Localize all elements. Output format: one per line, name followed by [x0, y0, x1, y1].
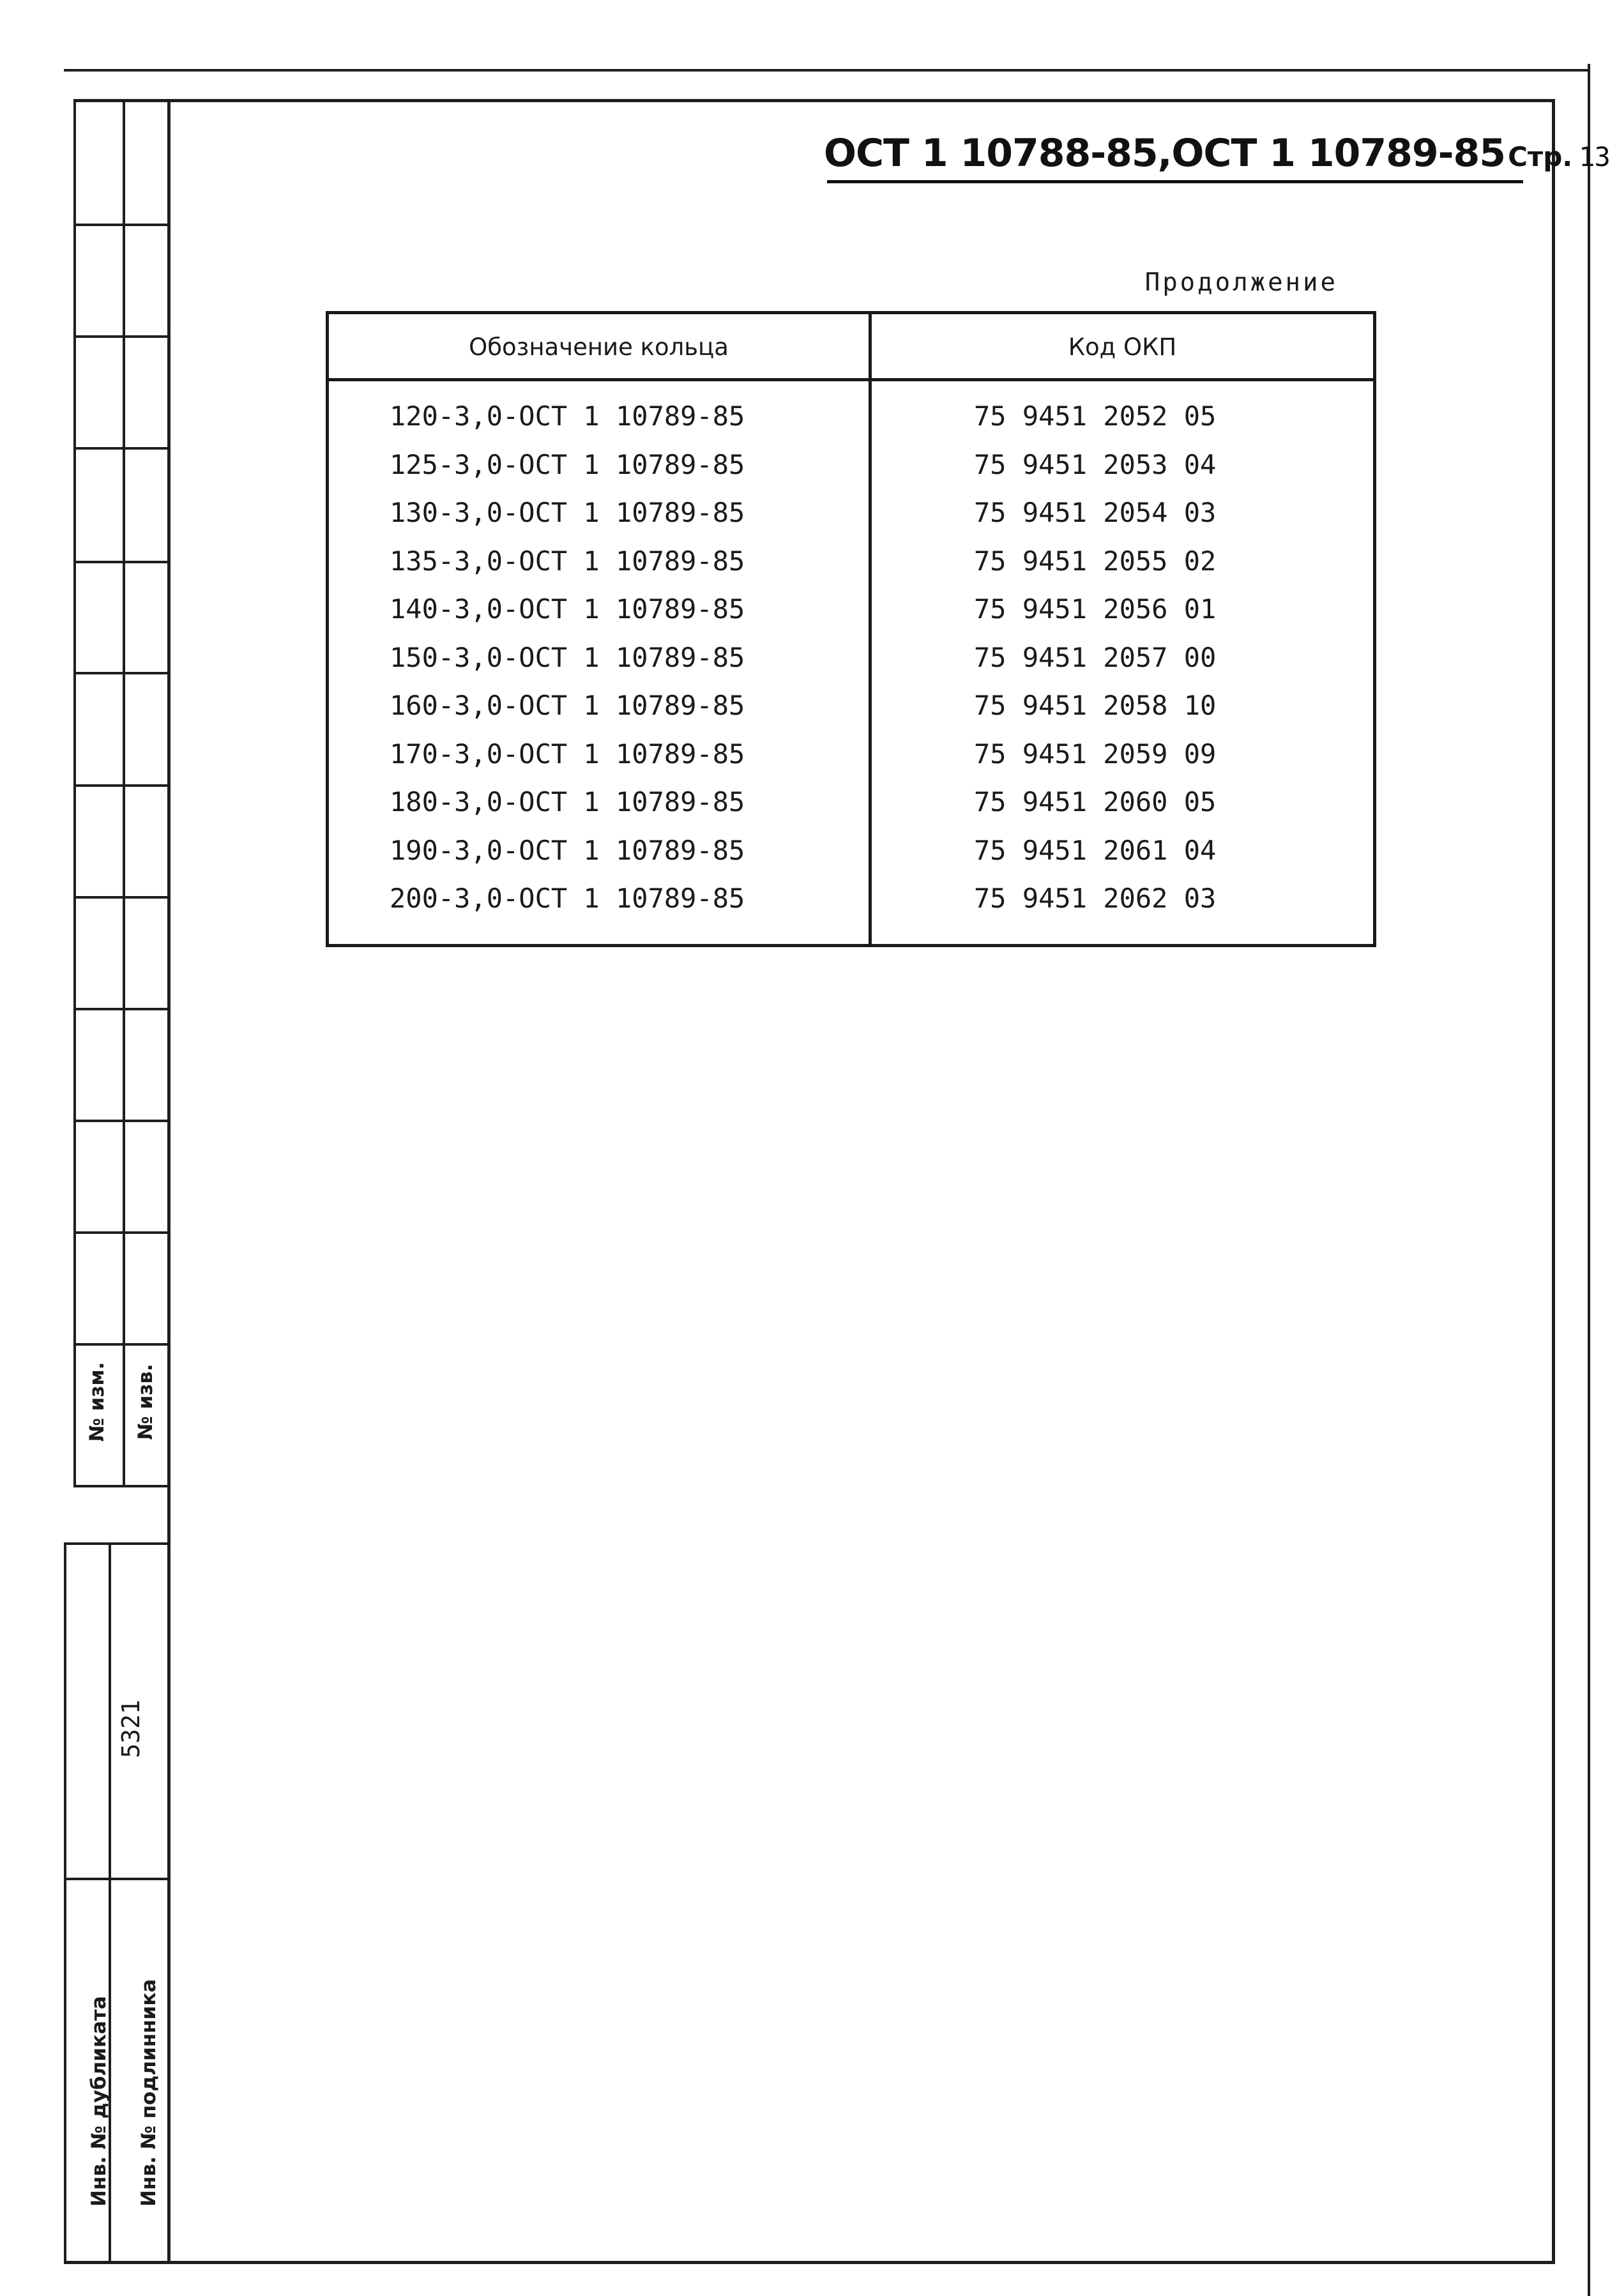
ring-designation: 130-3,0-ОСТ 1 10789-85: [390, 497, 745, 528]
original-inventory-label: Инв. № подлинника: [137, 1979, 160, 2207]
okp-code: 75 9451 2052 05: [974, 400, 1217, 432]
stamp-lower-top: [64, 1542, 169, 1545]
ring-designation: 180-3,0-ОСТ 1 10789-85: [390, 786, 745, 817]
document-number: ОСТ 1 10788-85,ОСТ 1 10789-85: [824, 131, 1506, 176]
header-underline: [827, 180, 1523, 183]
okp-code: 75 9451 2056 01: [974, 593, 1217, 625]
okp-code: 75 9451 2053 04: [974, 448, 1217, 480]
table-row: [329, 681, 1373, 730]
table-row: [329, 634, 1373, 682]
ring-designation: 170-3,0-ОСТ 1 10789-85: [390, 738, 745, 770]
okp-code: 75 9451 2061 04: [974, 834, 1217, 866]
page-number: 13: [1579, 141, 1610, 172]
table-row: [329, 874, 1373, 923]
ring-designation: 135-3,0-ОСТ 1 10789-85: [390, 545, 745, 577]
stamp-row-line: [73, 335, 169, 338]
ring-designation: 150-3,0-ОСТ 1 10789-85: [390, 641, 745, 673]
table-row: [329, 585, 1373, 634]
frame-top: [73, 99, 1555, 102]
stamp-row-line: [73, 1485, 169, 1487]
ring-designation: 160-3,0-ОСТ 1 10789-85: [390, 690, 745, 721]
ring-designation: 140-3,0-ОСТ 1 10789-85: [390, 593, 745, 625]
stamp-row-line: [73, 784, 169, 787]
column-header-okp-code: Код ОКП: [1068, 333, 1177, 361]
stamp-row-line: [73, 1120, 169, 1122]
original-inventory-value: 5321: [117, 1699, 145, 1758]
page-label: Стр.: [1508, 141, 1573, 172]
stamp-lower-left: [64, 1542, 66, 2264]
change-number-label: № изм.: [86, 1362, 109, 1442]
notice-number-label: № изв.: [134, 1364, 157, 1440]
duplicate-inventory-label: Инв. № дубликата: [87, 1996, 110, 2207]
stamp-row-line: [73, 1343, 169, 1346]
column-header-ring-designation: Обозначение кольца: [469, 333, 729, 361]
stamp-col-mid: [123, 99, 125, 1485]
stamp-row-line: [73, 1231, 169, 1234]
stamp-row-line: [73, 224, 169, 226]
okp-code: 75 9451 2059 09: [974, 738, 1217, 770]
ring-code-table: [326, 311, 1376, 947]
stamp-lower-row: [64, 1878, 169, 1880]
table-row: [329, 392, 1373, 441]
frame-right: [1552, 99, 1555, 2264]
okp-code: 75 9451 2060 05: [974, 786, 1217, 817]
table-row: [329, 730, 1373, 779]
stamp-row-line: [73, 447, 169, 450]
okp-code: 75 9451 2058 10: [974, 690, 1217, 721]
stamp-row-line: [73, 896, 169, 899]
top-edge-line: [64, 69, 1590, 72]
okp-code: 75 9451 2057 00: [974, 641, 1217, 673]
stamp-row-line: [73, 672, 169, 674]
table-row: [329, 489, 1373, 537]
table-row: [329, 441, 1373, 489]
ring-designation: 125-3,0-ОСТ 1 10789-85: [390, 448, 745, 480]
okp-code: 75 9451 2062 03: [974, 883, 1217, 914]
document-header: [824, 131, 1610, 176]
stamp-col-right: [167, 99, 171, 2264]
continuation-label: Продолжение: [1144, 268, 1338, 297]
okp-code: 75 9451 2055 02: [974, 545, 1217, 577]
table-body: [329, 392, 1373, 923]
ring-designation: 190-3,0-ОСТ 1 10789-85: [390, 834, 745, 866]
table-header-divider: [329, 378, 1373, 381]
table-row: [329, 778, 1373, 826]
ring-designation: 200-3,0-ОСТ 1 10789-85: [390, 883, 745, 914]
stamp-row-line: [73, 561, 169, 563]
table-row: [329, 826, 1373, 875]
table-row: [329, 537, 1373, 586]
frame-bottom: [64, 2261, 1555, 2264]
stamp-row-line: [73, 1008, 169, 1010]
right-edge-line: [1588, 64, 1590, 2296]
stamp-col-left: [73, 99, 76, 1485]
ring-designation: 120-3,0-ОСТ 1 10789-85: [390, 400, 745, 432]
okp-code: 75 9451 2054 03: [974, 497, 1217, 528]
